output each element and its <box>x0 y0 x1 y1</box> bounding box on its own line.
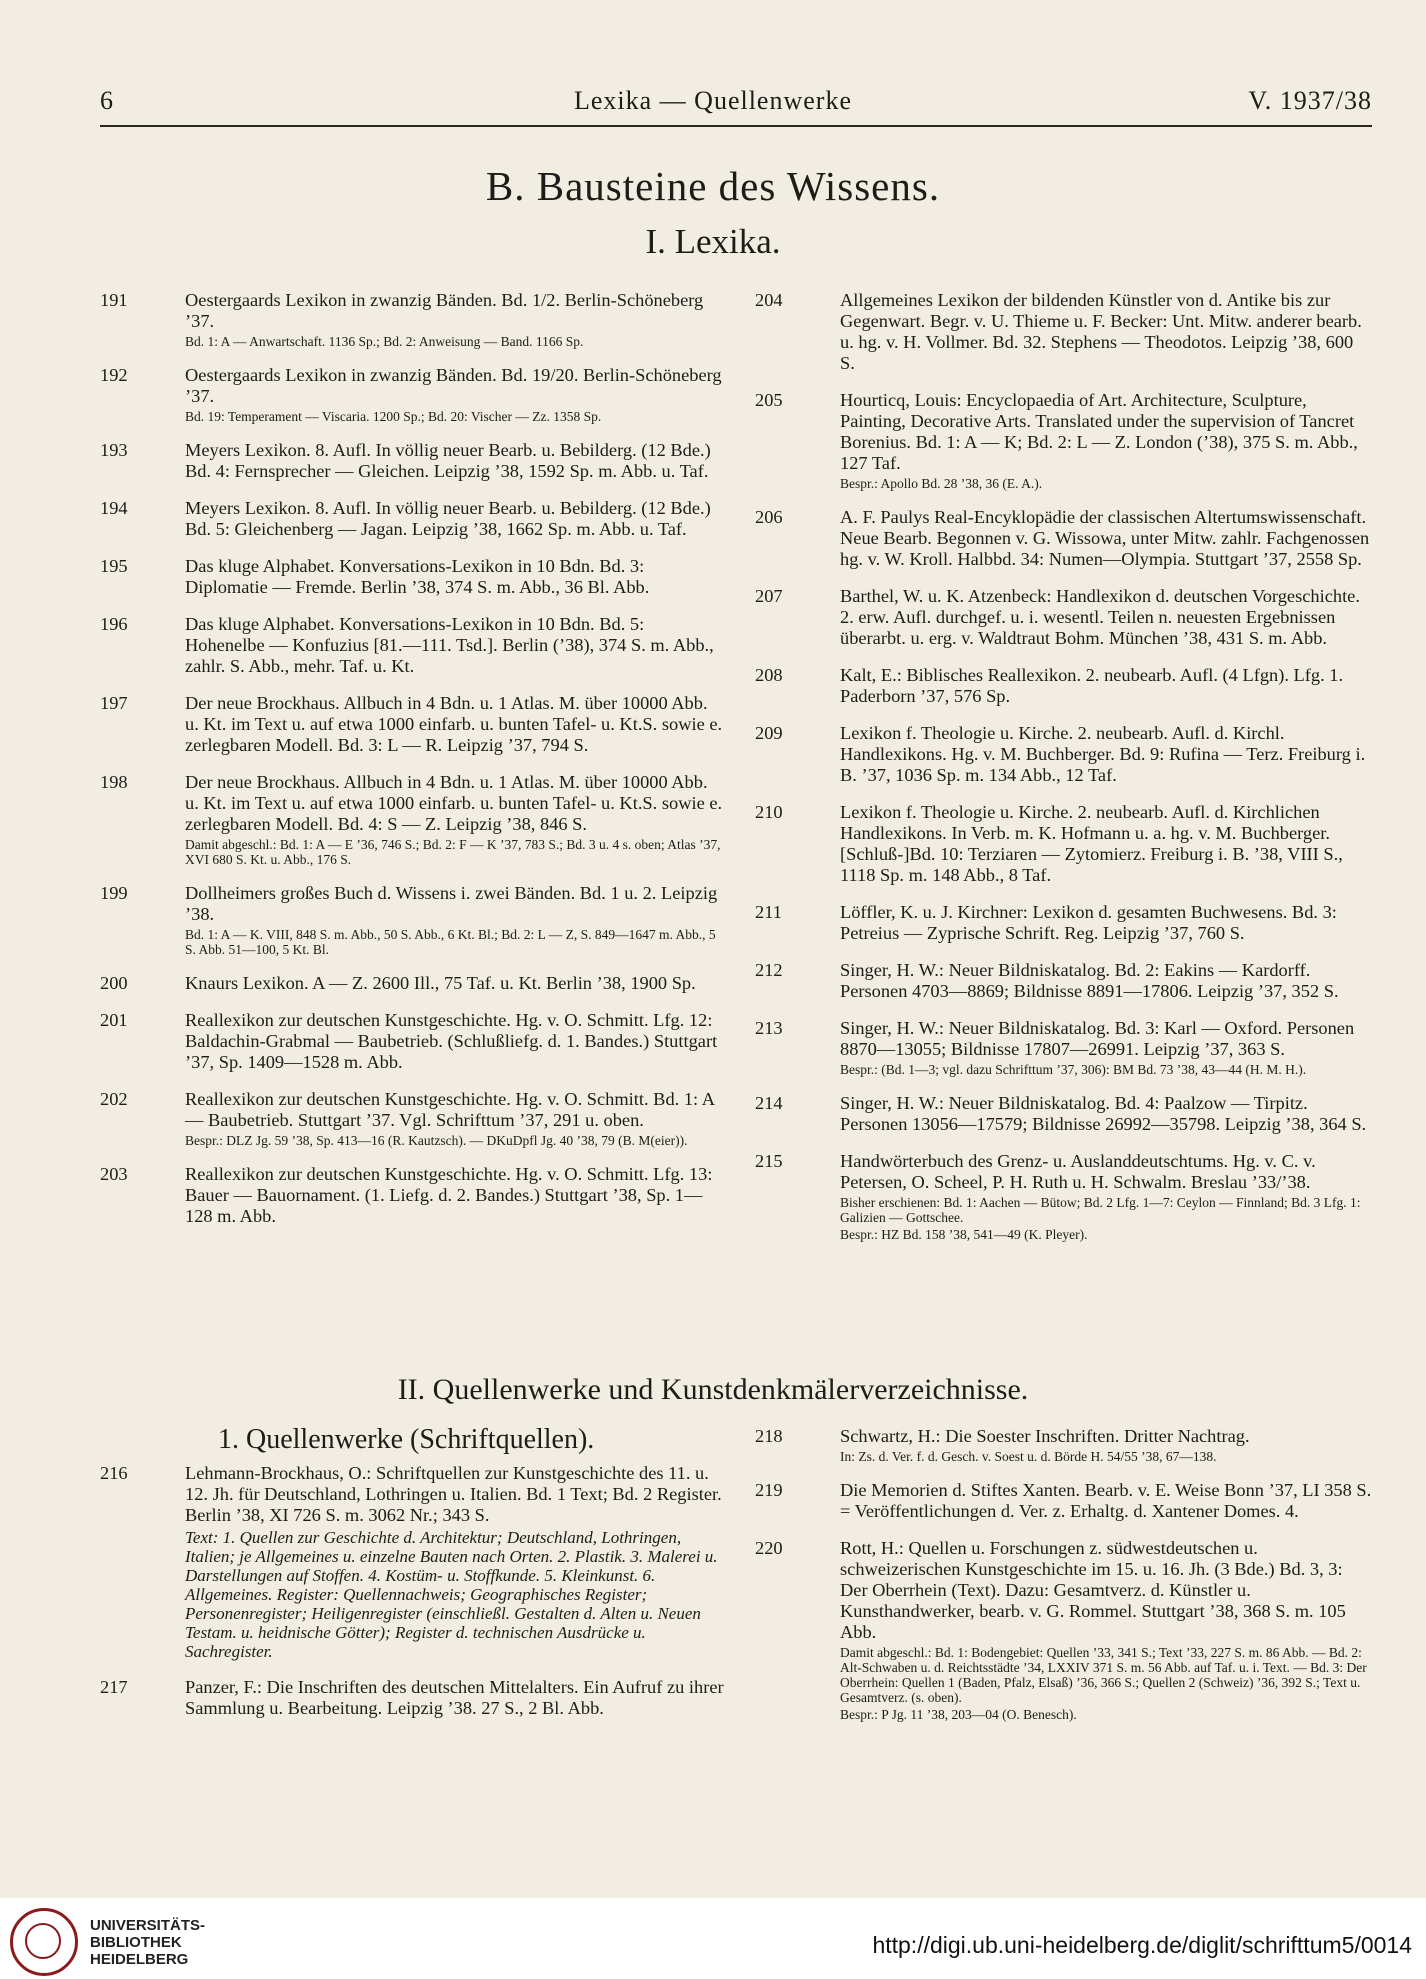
entry-number: 217 <box>100 1677 128 1697</box>
subsection-title: I. Lexika. <box>645 222 781 261</box>
bibliography-entry <box>755 665 1372 707</box>
entry-text: Meyers Lexikon. 8. Aufl. In völlig neuer Bearb. u. Bebilderg. (12 Bde.) Bd. 5: Gleichenberg — Jagan. Leipzig ’38, 1662 Sp. m. Abb. u. Taf. <box>185 498 711 539</box>
entry-text: Reallexikon zur deutschen Kunstgeschichte. Hg. v. O. Schmitt. Bd. 1: A — Baubetrieb. Stuttgart ’37. Vgl. Schrifttum ’37, 291 u. oben. <box>185 1089 714 1130</box>
library-name: UNIVERSITÄTS- BIBLIOTHEK HEIDELBERG <box>90 1916 206 1968</box>
entry-number: 211 <box>755 902 782 922</box>
entry-number: 204 <box>755 290 783 310</box>
bibliography-entry <box>755 1018 1372 1077</box>
entry-note: Damit abgeschl.: Bd. 1: Bodengebiet: Quellen ’33, 341 S.; Text ’33, 227 S. m. 86 Abb. — Bd. 2: Alt-Schwaben u. d. Reichtsstädte ’34, LXXIV 371 S. m. 56 Abb. auf Taf. u. i. Text. — Bd. 3: Der Oberrhein: Quellen 1 (Baden, Pfalz, Elsaß) ’36, 366 S.; Quellen 2 (Schweiz) ’36, 392 S.; Text u. Gesamtverz. (s. oben). <box>840 1645 1367 1705</box>
bibliography-entry <box>100 1010 725 1073</box>
bottom-left-column <box>100 1463 725 1735</box>
entry-text: Der neue Brockhaus. Allbuch in 4 Bdn. u. 1 Atlas. M. über 10000 Abb. u. Kt. im Text u. auf etwa 1000 einfarb. u. bunten Tafel- u. Kt.S. sowie e. zerlegbaren Modell. Bd. 4: S — Z. Leipzig ’38, 846 S. <box>185 772 723 834</box>
bibliography-entry <box>100 973 725 994</box>
entry-note: Bd. 19: Temperament — Viscaria. 1200 Sp.; Bd. 20: Vischer — Zz. 1358 Sp. <box>185 409 602 424</box>
entry-number: 212 <box>755 960 783 980</box>
entry-text: Dollheimers großes Buch d. Wissens i. zwei Bänden. Bd. 1 u. 2. Leipzig ’38. <box>185 883 718 924</box>
bibliography-entry <box>755 1151 1372 1242</box>
entry-number: 207 <box>755 586 783 606</box>
bibliography-entry <box>755 507 1372 570</box>
bibliography-entry <box>100 440 725 482</box>
entry-text: Reallexikon zur deutschen Kunstgeschichte. Hg. v. O. Schmitt. Lfg. 12: Baldachin-Grabmal — Baubetrieb. (Schlußliefg. d. 1. Bandes.) Stuttgart ’37, Sp. 1409—1528 m. Abb. <box>185 1010 718 1072</box>
entry-number: 208 <box>755 665 783 685</box>
entry-text: Das kluge Alphabet. Konversations-Lexikon in 10 Bdn. Bd. 3: Diplomatie — Fremde. Berlin ’38, 374 S. m. Abb., 36 Bl. Abb. <box>185 556 650 597</box>
entry-number: 206 <box>755 507 783 527</box>
entry-text: Lehmann-Brockhaus, O.: Schriftquellen zur Kunstgeschichte des 11. u. 12. Jh. für Deutschland, Lothringen u. Italien. Bd. 1 Text; Bd. 2 Register. Berlin ’38, XI 726 S. m. 3062 Nr.; 343 S. <box>185 1463 722 1525</box>
entry-text: Handwörterbuch des Grenz- u. Auslanddeutschtums. Hg. v. C. v. Petersen, O. Scheel, P. H. Ruth u. H. Schwalm. Breslau ’33/’38. <box>840 1151 1316 1192</box>
entry-number: 205 <box>755 390 783 410</box>
entry-number: 216 <box>100 1463 128 1483</box>
bottom-right-column <box>755 1426 1372 1738</box>
entry-number: 213 <box>755 1018 783 1038</box>
entry-text: Der neue Brockhaus. Allbuch in 4 Bdn. u. 1 Atlas. M. über 10000 Abb. u. Kt. im Text u. auf etwa 1000 einfarb. u. bunten Tafel- u. Kt.S. sowie e. zerlegbaren Modell. Bd. 3: L — R. Leipzig ’37, 794 S. <box>185 693 723 755</box>
bibliography-entry <box>100 1089 725 1148</box>
entry-number: 199 <box>100 883 128 903</box>
left-column <box>100 290 725 1243</box>
volume-label: V. 1937/38 <box>1248 86 1372 115</box>
bibliography-entry <box>100 772 725 867</box>
entry-contents: Text: 1. Quellen zur Geschichte d. Architektur; Deutschland, Lothringen, Italien; je Allgemeines u. einzelne Bauten nach Orten. 2. Plastik. 3. Malerei u. Darstellungen auf Stoffen. 4. Kostüm- u. Stoffkunde. 5. Kleinkunst. 6. Allgemeines. Register: Quellennachweis; Geographisches Register; Personenregister; Heiligenregister (einschließl. Gestalten d. Alten u. Neuen Testam. u. heidnische Götter); Register d. technischen Ausdrücke u. Sachregister. <box>185 1528 718 1661</box>
entry-text: A. F. Paulys Real-Encyklopädie der classischen Altertumswissenschaft. Neue Bearb. Begonnen v. G. Wissowa, unter Mitw. zahlr. Fachgenossen hg. v. W. Kroll. Halbbd. 34: Numen—Olympia. Stuttgart ’37, 2558 Sp. <box>840 507 1370 569</box>
entry-note: Bisher erschienen: Bd. 1: Aachen — Bütow; Bd. 2 Lfg. 1—7: Ceylon — Finnland; Bd. 3 Lfg. 1: Galizien — Gottschee. <box>840 1195 1361 1225</box>
bibliography-entry <box>755 1093 1372 1135</box>
entry-text: Oestergaards Lexikon in zwanzig Bänden. Bd. 1/2. Berlin-Schöneberg ’37. <box>185 290 704 331</box>
entry-text: Schwartz, H.: Die Soester Inschriften. Dritter Nachtrag. <box>840 1426 1250 1446</box>
entry-text: Knaurs Lexikon. A — Z. 2600 Ill., 75 Taf. u. Kt. Berlin ’38, 1900 Sp. <box>185 973 696 993</box>
entry-number: 193 <box>100 440 128 460</box>
entry-number: 194 <box>100 498 128 518</box>
bibliography-entry <box>755 390 1372 491</box>
entry-number: 203 <box>100 1164 128 1184</box>
section-title: B. Bausteine des Wissens. <box>485 163 941 209</box>
entry-text: Singer, H. W.: Neuer Bildniskatalog. Bd. 3: Karl — Oxford. Personen 8870—13055; Bildnisse 17807—26991. Leipzig ’37, 363 S. <box>840 1018 1355 1059</box>
entry-text: Löffler, K. u. J. Kirchner: Lexikon d. gesamten Buchwesens. Bd. 3: Petreius — Zyprische Schrift. Reg. Leipzig ’37, 760 S. <box>840 902 1337 943</box>
entry-text: Allgemeines Lexikon der bildenden Künstler von d. Antike bis zur Gegenwart. Begr. v. U. Thieme u. F. Becker: Unt. Mitw. anderer bearb. u. hg. v. H. Vollmer. Bd. 32. Stephens — Theodotos. Leipzig ’38, 600 S. <box>840 290 1362 373</box>
entry-number: 215 <box>755 1151 783 1171</box>
entry-text: Singer, H. W.: Neuer Bildniskatalog. Bd. 4: Paalzow — Tirpitz. Personen 13056—17579; Bildnisse 26992—35798. Leipzig ’38, 364 S. <box>840 1093 1367 1134</box>
entry-text: Das kluge Alphabet. Konversations-Lexikon in 10 Bdn. Bd. 5: Hohenelbe — Konfuzius [81.—111. Tsd.]. Berlin (’38), 374 S. m. Abb., zahlr. S. Abb., mehr. Taf. u. Kt. <box>185 614 714 676</box>
bibliography-entry <box>100 1677 725 1719</box>
entry-text: Lexikon f. Theologie u. Kirche. 2. neubearb. Aufl. d. Kirchlichen Handlexikons. In Verb. m. K. Hofmann u. a. hg. v. M. Buchberger. [Schluß-]Bd. 10: Terziaren — Zytomierz. Freiburg i. B. ’38, VIII S., 1118 Sp. m. 148 Abb., 8 Taf. <box>840 802 1343 885</box>
running-head: Lexika — Quellenwerke <box>573 86 852 115</box>
bibliography-entry <box>100 1463 725 1661</box>
bibliography-entry <box>100 556 725 598</box>
bibliography-entry <box>100 498 725 540</box>
entry-number: 191 <box>100 290 128 310</box>
entry-text: Lexikon f. Theologie u. Kirche. 2. neubearb. Aufl. d. Kirchl. Handlexikons. Hg. v. M. Buchberger. Bd. 9: Rufina — Terz. Freiburg i. B. ’37, 1036 Sp. m. 134 Abb., 12 Taf. <box>840 723 1366 785</box>
bibliography-entry <box>755 1480 1372 1522</box>
entry-number: 219 <box>755 1480 783 1500</box>
entry-number: 200 <box>100 973 128 993</box>
entry-note: Bd. 1: A — K. VIII, 848 S. m. Abb., 50 S. Abb., 6 Kt. Bl.; Bd. 2: L — Z, S. 849—1647 m. Abb., 5 S. Abb. 51—100, 5 Kt. Bl. <box>185 927 716 957</box>
entry-text: Panzer, F.: Die Inschriften des deutschen Mittelalters. Ein Aufruf zu ihrer Sammlung u. Bearbeitung. Leipzig ’38. 27 S., 2 Bl. Abb. <box>185 1677 724 1718</box>
entry-number: 210 <box>755 802 783 822</box>
entry-text: Barthel, W. u. K. Atzenbeck: Handlexikon d. deutschen Vorgeschichte. 2. erw. Aufl. durchgef. u. i. wesentl. Teilen n. neuesten Ergebnissen überarbt. u. erg. v. Waldtraut Bohm. München ’38, 431 S. m. Abb. <box>840 586 1360 648</box>
entry-number: 197 <box>100 693 128 713</box>
bibliography-entry <box>755 1538 1372 1722</box>
seal-icon <box>10 1908 78 1976</box>
entry-number: 196 <box>100 614 128 634</box>
entry-text: Oestergaards Lexikon in zwanzig Bänden. Bd. 19/20. Berlin-Schöneberg ’37. <box>185 365 722 406</box>
entry-number: 195 <box>100 556 128 576</box>
bibliography-entry <box>755 290 1372 374</box>
header-rule <box>100 125 1372 127</box>
bibliography-entry <box>100 693 725 756</box>
bibliography-entry <box>100 1164 725 1227</box>
bibliography-entry <box>100 883 725 957</box>
bibliography-entry <box>755 960 1372 1002</box>
bibliography-entry <box>100 365 725 424</box>
bibliography-entry <box>100 614 725 677</box>
entry-note: Bespr.: (Bd. 1—3; vgl. dazu Schrifttum ’37, 306): BM Bd. 73 ’38, 43—44 (H. M. H.). <box>840 1062 1307 1077</box>
entry-text: Die Memorien d. Stiftes Xanten. Bearb. v. E. Weise Bonn ’37, LI 358 S. = Veröffentlichungen d. Ver. z. Erhaltg. d. Xantener Domes. 4. <box>840 1480 1372 1521</box>
entry-review: Bespr.: P Jg. 11 ’38, 203—04 (O. Benesch). <box>840 1707 1077 1722</box>
entry-text: Rott, H.: Quellen u. Forschungen z. südwestdeutschen u. schweizerischen Kunstgeschichte im 15. u. 16. Jh. (3 Bde.) Bd. 3, 3: Der Oberrhein (Text). Dazu: Gesamtverz. d. Künstler u. Kunsthandwerker, bearb. v. G. Rommel. Stuttgart ’38, 368 S. m. 105 Abb. <box>840 1538 1346 1642</box>
right-column <box>755 290 1372 1258</box>
entry-number: 198 <box>100 772 128 792</box>
entry-number: 202 <box>100 1089 128 1109</box>
bibliography-entry <box>755 902 1372 944</box>
bibliography-entry <box>100 290 725 349</box>
entry-note: Bespr.: Apollo Bd. 28 ’38, 36 (E. A.). <box>840 476 1043 491</box>
entry-text: Meyers Lexikon. 8. Aufl. In völlig neuer Bearb. u. Bebilderg. (12 Bde.) Bd. 4: Fernsprecher — Gleichen. Leipzig ’38, 1592 Sp. m. Abb. u. Taf. <box>185 440 711 481</box>
entry-number: 192 <box>100 365 128 385</box>
bibliography-entry <box>755 586 1372 649</box>
page-number: 6 <box>100 86 114 115</box>
entry-number: 218 <box>755 1426 783 1446</box>
entry-note: Damit abgeschl.: Bd. 1: A — E ’36, 746 S.; Bd. 2: F — K ’37, 783 S.; Bd. 3 u. 4 s. oben; Atlas ’37, XVI 680 S. Kt. u. Abb., 176 S. <box>185 837 721 867</box>
entry-note: In: Zs. d. Ver. f. d. Gesch. v. Soest u. d. Börde H. 54/55 ’38, 67—138. <box>840 1449 1217 1464</box>
entry-review: Bespr.: HZ Bd. 158 ’38, 541—49 (K. Pleyer). <box>840 1227 1088 1242</box>
entry-number: 214 <box>755 1093 783 1113</box>
entry-number: 220 <box>755 1538 783 1558</box>
footer-bar <box>0 1898 1426 1979</box>
entry-number: 209 <box>755 723 783 743</box>
bibliography-entry <box>755 723 1372 786</box>
entry-text: Hourticq, Louis: Encyclopaedia of Art. Architecture, Sculpture, Painting, Decorative Arts. Translated under the supervision of Tancret Borenius. Bd. 1: A — K; Bd. 2: L — Z. London (’38), 375 S. m. Abb., 127 Taf. <box>840 390 1358 473</box>
library-logo[interactable] <box>10 1908 205 1976</box>
entry-number: 201 <box>100 1010 128 1030</box>
quellenwerke-heading: 1. Quellenwerke (Schriftquellen). <box>218 1424 595 1455</box>
entry-text: Reallexikon zur deutschen Kunstgeschichte. Hg. v. O. Schmitt. Lfg. 13: Bauer — Bauornament. (1. Liefg. d. 2. Bandes.) Stuttgart ’38, Sp. 1—128 m. Abb. <box>185 1164 713 1226</box>
entry-note: Bespr.: DLZ Jg. 59 ’38, Sp. 413—16 (R. Kautzsch). — DKuDpfl Jg. 40 ’38, 79 (B. M(eier)). <box>185 1133 688 1148</box>
bibliography-entry <box>755 1426 1372 1464</box>
source-url[interactable]: http://digi.ub.uni-heidelberg.de/diglit/schrifttum5/0014 <box>872 1932 1412 1958</box>
bibliography-entry <box>755 802 1372 886</box>
section-ii-title: II. Quellenwerke und Kunstdenkmälerverzeichnisse. <box>397 1373 1029 1406</box>
entry-text: Singer, H. W.: Neuer Bildniskatalog. Bd. 2: Eakins — Kardorff. Personen 4703—8869; Bildnisse 8891—17806. Leipzig ’37, 352 S. <box>840 960 1339 1001</box>
entry-text: Kalt, E.: Biblisches Reallexikon. 2. neubearb. Aufl. (4 Lfgn). Lfg. 1. Paderborn ’37, 576 Sp. <box>840 665 1344 706</box>
entry-note: Bd. 1: A — Anwartschaft. 1136 Sp.; Bd. 2: Anweisung — Band. 1166 Sp. <box>185 334 584 349</box>
